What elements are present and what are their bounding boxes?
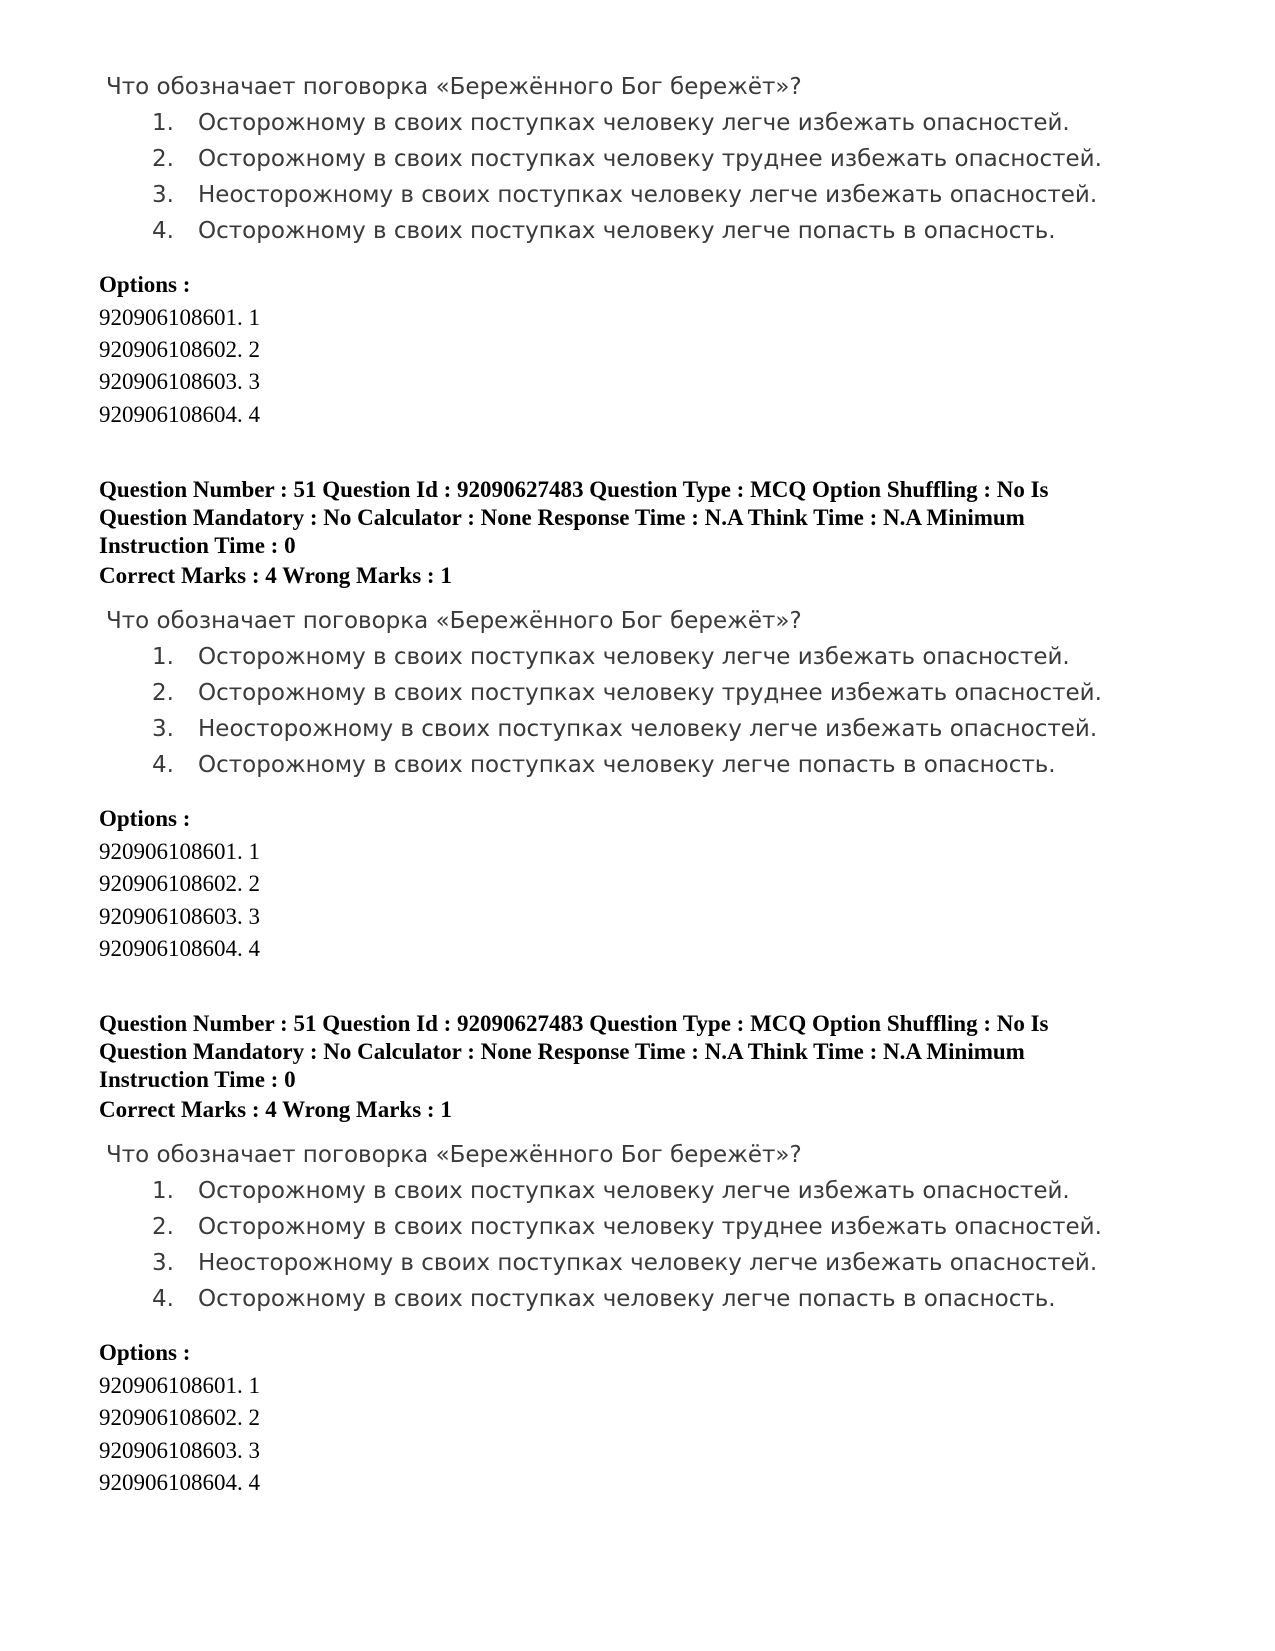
choice-text: Неосторожному в своих поступках человеку легче избежать опасностей. [198,182,1098,208]
question-choice [152,1248,1097,1278]
marks-line: Correct Marks : 4 Wrong Marks : 1 [99,1097,452,1122]
question-choice [152,1212,1102,1242]
option-item: 920906108601. 1 [99,839,260,864]
question-meta-line: Question Number : 51 Question Id : 92090627483 Question Type : MCQ Option Shuffling : No Is [99,1011,1049,1036]
option-item: 920906108601. 1 [99,305,260,330]
question-text: Что обозначает поговорка «Бережённого Бог бережёт»? [106,1142,802,1168]
option-item: 920906108601. 1 [99,1373,260,1398]
choice-number: 4. [152,218,174,244]
question-text: Что обозначает поговорка «Бережённого Бог бережёт»? [106,608,802,634]
choice-text: Осторожному в своих поступках человеку легче избежать опасностей. [198,1178,1070,1204]
option-item: 920906108604. 4 [99,936,260,961]
option-item: 920906108603. 3 [99,1438,260,1463]
question-choice [152,1284,1056,1314]
choice-number: 3. [152,182,174,208]
choice-text: Осторожному в своих поступках человеку труднее избежать опасностей. [198,146,1102,172]
choice-text: Осторожному в своих поступках человеку легче попасть в опасность. [198,1286,1056,1312]
question-choice [152,216,1056,246]
choice-text: Неосторожному в своих поступках человеку легче избежать опасностей. [198,1250,1098,1276]
question-choice [152,750,1056,780]
choice-number: 1. [152,110,174,136]
question-meta-line: Instruction Time : 0 [99,1067,296,1092]
choice-number: 4. [152,1286,174,1312]
choice-text: Осторожному в своих поступках человеку легче избежать опасностей. [198,644,1070,670]
choice-number: 2. [152,146,174,172]
option-item: 920906108602. 2 [99,871,260,896]
choice-text: Осторожному в своих поступках человеку труднее избежать опасностей. [198,1214,1102,1240]
choice-number: 2. [152,1214,174,1240]
choice-text: Неосторожному в своих поступках человеку легче избежать опасностей. [198,716,1098,742]
choice-text: Осторожному в своих поступках человеку легче избежать опасностей. [198,110,1070,136]
question-meta-line: Instruction Time : 0 [99,533,296,558]
option-item: 920906108602. 2 [99,337,260,362]
options-heading: Options : [99,806,191,831]
choice-text: Осторожному в своих поступках человеку труднее избежать опасностей. [198,680,1102,706]
choice-number: 1. [152,644,174,670]
marks-line: Correct Marks : 4 Wrong Marks : 1 [99,563,452,588]
question-text: Что обозначает поговорка «Бережённого Бог бережёт»? [106,74,802,100]
option-item: 920906108602. 2 [99,1405,260,1430]
choice-number: 2. [152,680,174,706]
question-meta-line: Question Mandatory : No Calculator : None Response Time : N.A Think Time : N.A Minimum [99,505,1025,530]
choice-number: 3. [152,716,174,742]
question-choice [152,678,1102,708]
choice-number: 1. [152,1178,174,1204]
options-heading: Options : [99,272,191,297]
question-meta [99,476,1199,560]
option-item: 920906108603. 3 [99,904,260,929]
choice-number: 3. [152,1250,174,1276]
question-choice [152,1176,1070,1206]
option-item: 920906108603. 3 [99,369,260,394]
question-meta-line: Question Number : 51 Question Id : 92090627483 Question Type : MCQ Option Shuffling : No Is [99,477,1049,502]
question-meta [99,1010,1199,1094]
question-choice [152,108,1070,138]
choice-number: 4. [152,752,174,778]
question-choice [152,642,1070,672]
question-choice [152,714,1097,744]
question-meta-line: Question Mandatory : No Calculator : None Response Time : N.A Think Time : N.A Minimum [99,1039,1025,1064]
question-choice [152,180,1097,210]
question-choice [152,144,1102,174]
option-item: 920906108604. 4 [99,402,260,427]
option-item: 920906108604. 4 [99,1470,260,1495]
choice-text: Осторожному в своих поступках человеку легче попасть в опасность. [198,752,1056,778]
options-heading: Options : [99,1340,191,1365]
choice-text: Осторожному в своих поступках человеку легче попасть в опасность. [198,218,1056,244]
